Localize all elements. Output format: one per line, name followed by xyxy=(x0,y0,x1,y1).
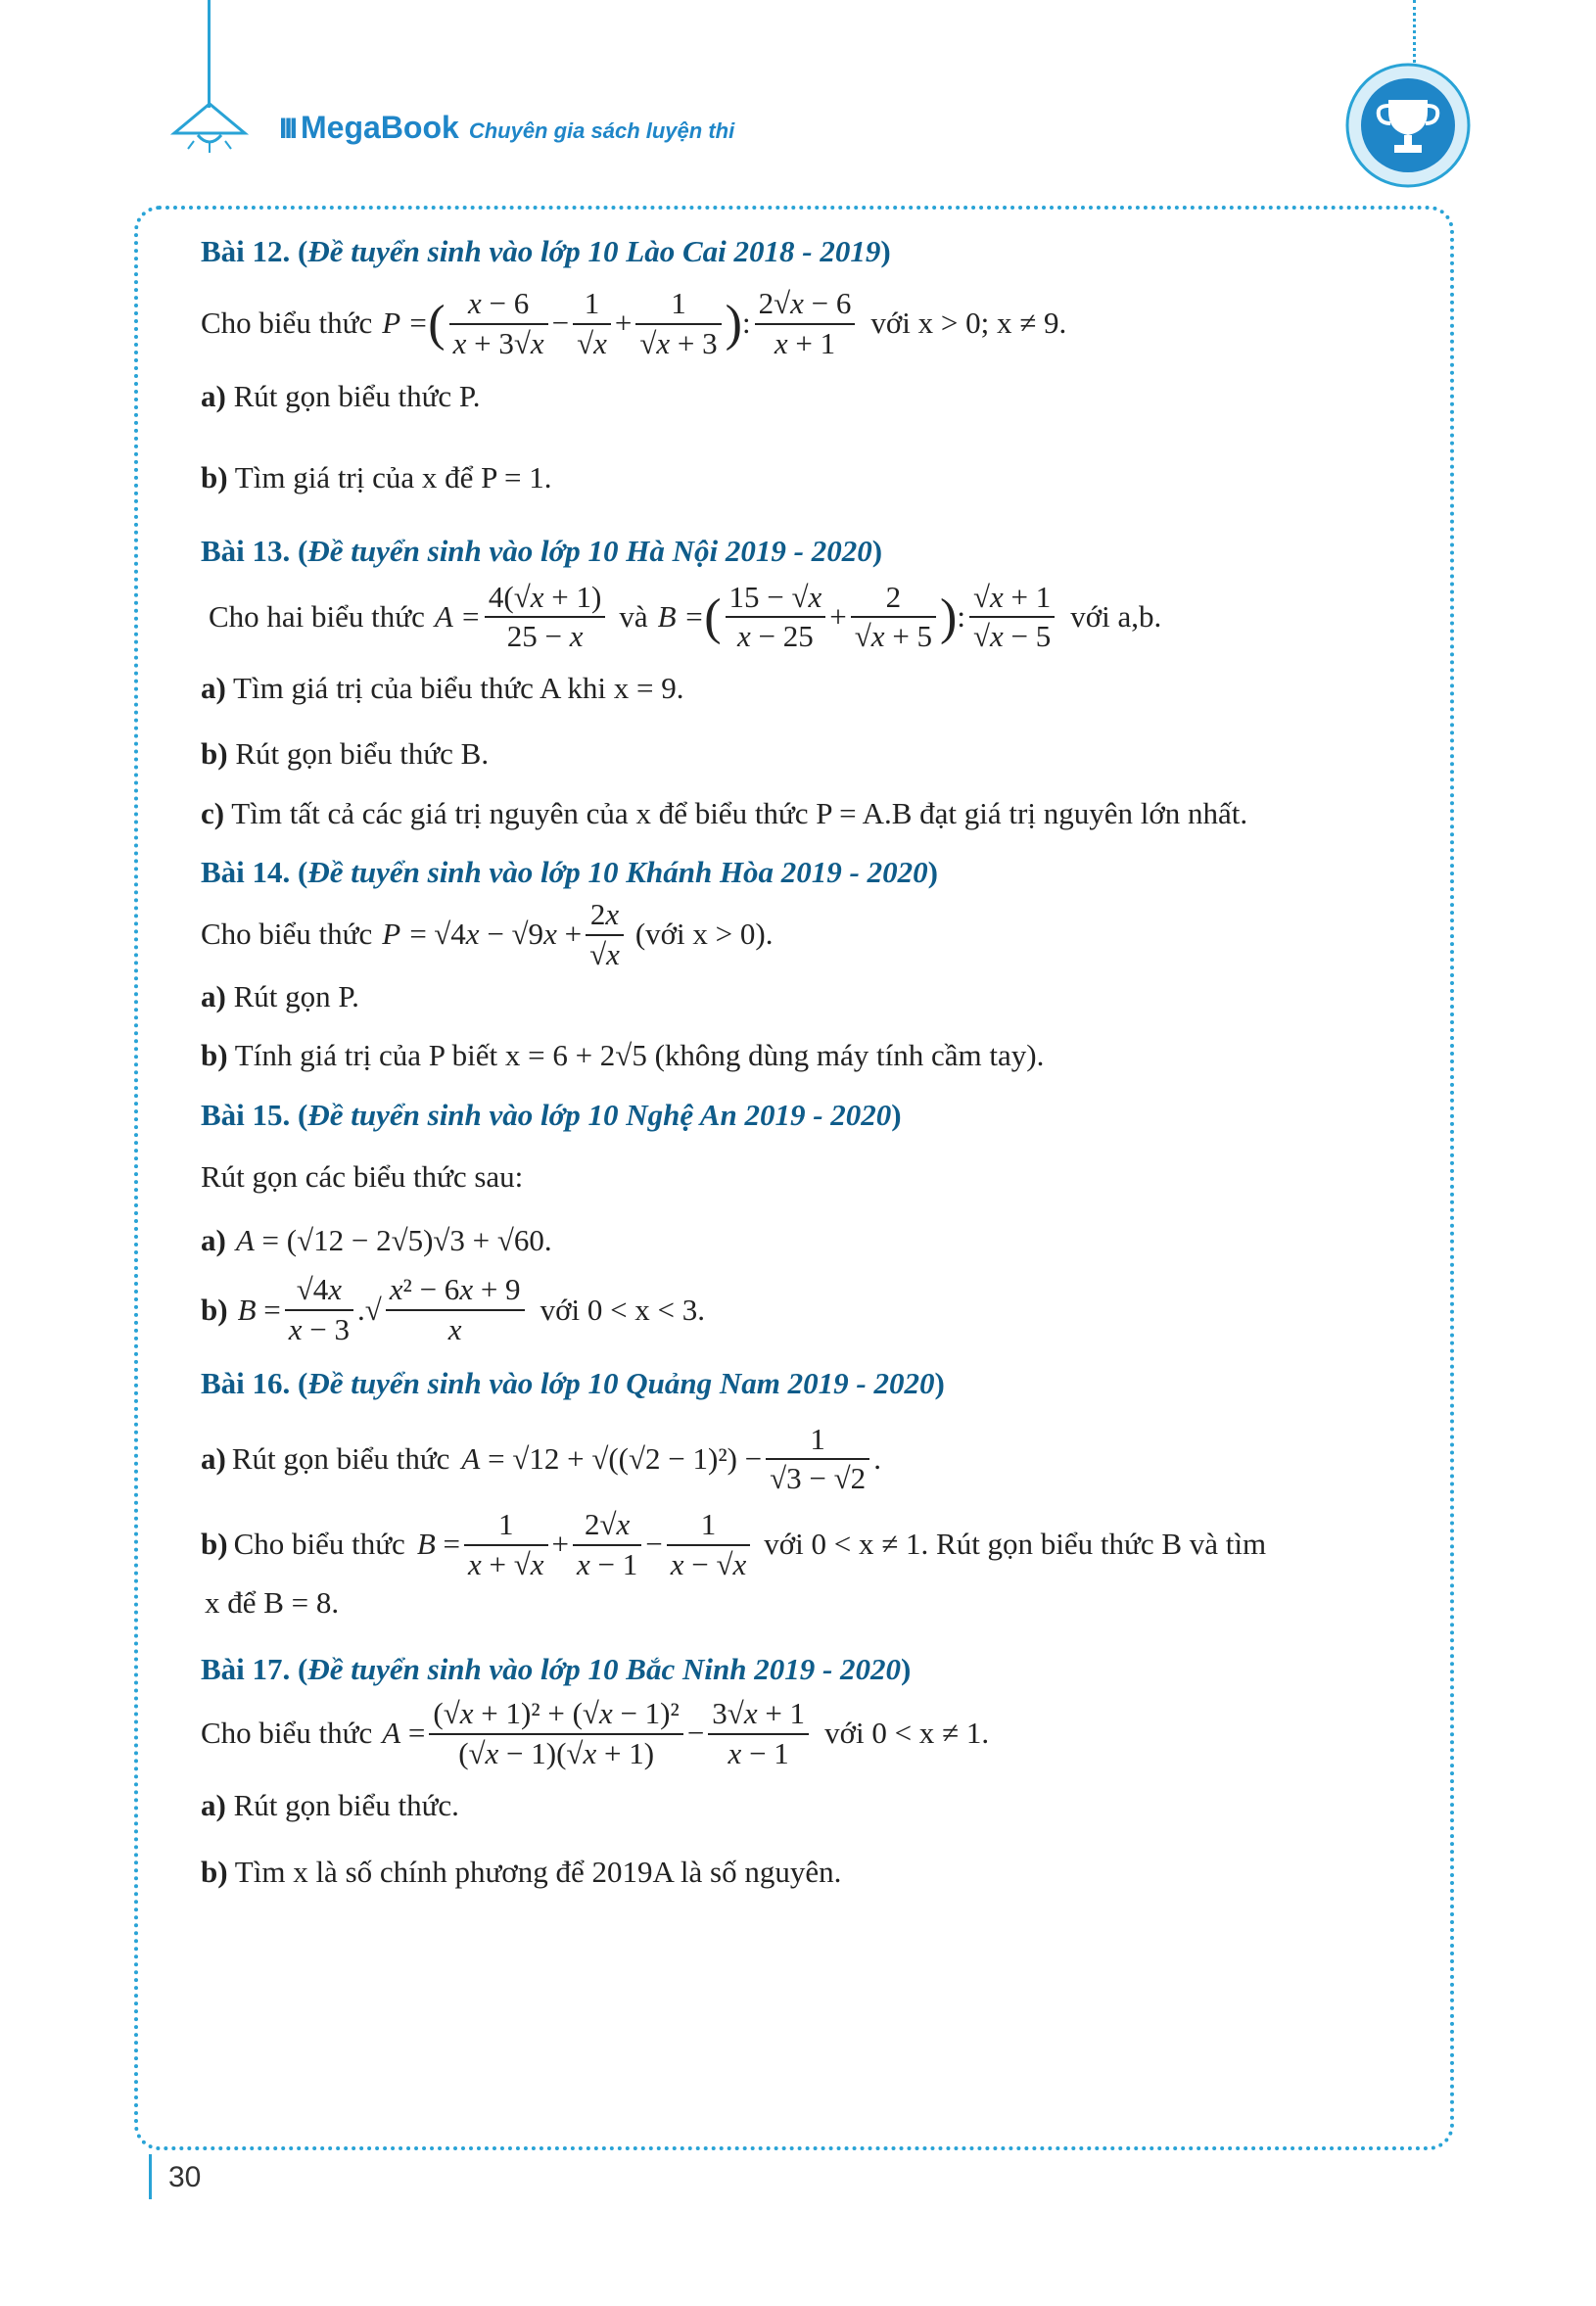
condition-text: với a,b. xyxy=(1070,598,1162,634)
part-text: Rút gọn biểu thức B. xyxy=(235,735,490,771)
problem-13-heading: Bài 13. (Đề tuyển sinh vào lớp 10 Hà Nội 2019 - 2020) xyxy=(201,533,883,568)
problem-17-part-a xyxy=(201,1787,1415,1825)
logo-mark: III xyxy=(279,113,296,145)
fraction: $\frac{4(√x + 1)}{25 - x}$ xyxy=(485,579,605,657)
problem-15-intro xyxy=(201,1158,1415,1197)
part-label: a) xyxy=(201,1440,226,1476)
problem-12-heading: Bài 12. (Đề tuyển sinh vào lớp 10 Lào Cai 2018 - 2019) xyxy=(201,234,891,268)
fraction: $\frac{1}{√x + 3}$ xyxy=(635,285,721,363)
fraction: $\frac{1}{√x}$ xyxy=(573,285,611,363)
problem-16-part-b-tail xyxy=(205,1584,1415,1623)
part-text: Tìm giá trị của x để P = 1. xyxy=(234,460,552,494)
problem-13-part-a xyxy=(201,670,1415,708)
part-text: Rút gọn biểu thức P. xyxy=(233,379,481,414)
lamp-cord xyxy=(208,0,211,108)
paren: ) xyxy=(725,296,742,352)
part-label: b) xyxy=(201,1038,228,1073)
brand-header xyxy=(279,110,734,146)
problem-label: Bài 17. xyxy=(201,1652,291,1687)
problem-17-part-b xyxy=(201,1854,1415,1892)
page-number-bar xyxy=(149,2154,152,2199)
problem-14-expression: Cho biểu thức P = √4x − √9x + $\frac{2x}{√x}$ (với x > 0). xyxy=(201,896,1415,974)
problem-14-part-a xyxy=(201,978,1415,1016)
problem-15-part-b: b) B = $\frac{√4x}{x - 3}$ .√ $\frac{\text{x² − 6x + 9}}{x}$ với 0 < x < 3. xyxy=(201,1271,1415,1349)
part-text: Tính giá trị của P biết x = 6 + 2√5 (không dùng máy tính cầm tay). xyxy=(234,1038,1045,1073)
part-label: a) xyxy=(201,978,226,1013)
problem-label: Bài 16. xyxy=(201,1365,291,1400)
fraction: $\frac{\text{x² − 6x + 9}}{x}$ xyxy=(386,1271,525,1349)
part-text: Tìm tất cả các giá trị nguyên của x để biểu thức P = A.B đạt giá trị nguyên lớn nhất. xyxy=(231,795,1248,830)
problem-13-expression: Cho hai biểu thức A = $\frac{4(√x + 1)}{25 - x}$ và B = ( $\frac{15 - √x}{x - 25}$ + $\frac{2}{√x + 5}$ ) : $\frac{√x + 1}{√x - 5}$ với a,b. xyxy=(209,579,1415,657)
problem-source: Đề tuyển sinh vào lớp 10 Quảng Nam 2019 - 2020 xyxy=(307,1365,935,1400)
part-label: a) xyxy=(201,1787,226,1822)
problem-16-part-b: b) Cho biểu thức B = $\frac{1}{x + √x}$ + $\frac{2√x}{x - 1}$ − $\frac{1}{x - √x}$ với 0 < x ≠ 1. Rút gọn biểu thức B và tìm xyxy=(201,1506,1415,1584)
fraction: $\frac{2}{√x + 5}$ xyxy=(851,579,936,657)
fraction: $\frac{3√x + 1}{x - 1}$ xyxy=(708,1695,809,1773)
part-label: a) xyxy=(201,379,226,414)
problem-17-heading: Bài 17. (Đề tuyển sinh vào lớp 10 Bắc Ninh 2019 - 2020) xyxy=(201,1652,912,1687)
fraction: $\frac{2√x - 6}{x + 1}$ xyxy=(755,285,856,363)
part-label: b) xyxy=(201,460,228,494)
page-number: 30 xyxy=(168,2161,202,2193)
part-text: Rút gọn P. xyxy=(233,978,359,1013)
problem-17-expression: Cho biểu thức A = $\frac{\text{(√x + 1)² + (√x − 1)²}}{(√x - 1)(√x + 1)}$ − $\frac{3√x + 1}{x - 1}$ với 0 < x ≠ 1. xyxy=(201,1695,1415,1773)
problem-label: Bài 14. xyxy=(201,855,291,890)
problem-14-part-b xyxy=(201,1037,1415,1075)
tagline: Chuyên gia sách luyện thi xyxy=(468,118,735,143)
fraction: $\frac{1}{x + √x}$ xyxy=(464,1506,548,1584)
part-text: Tìm giá trị của biểu thức A khi x = 9. xyxy=(233,671,684,705)
problem-16-heading: Bài 16. (Đề tuyển sinh vào lớp 10 Quảng Nam 2019 - 2020) xyxy=(201,1365,945,1400)
fraction: $\frac{√x + 1}{√x - 5}$ xyxy=(969,579,1055,657)
fraction: $\frac{\text{(√x + 1)² + (√x − 1)²}}{(√x - 1)(√x + 1)}$ xyxy=(429,1695,682,1773)
part-label: b) xyxy=(201,735,228,771)
problem-15-heading: Bài 15. (Đề tuyển sinh vào lớp 10 Nghệ An 2019 - 2020) xyxy=(201,1098,902,1132)
condition-text: (với x > 0). xyxy=(634,917,774,952)
part-text: Cho biểu thức xyxy=(233,1527,405,1562)
problem-source: Đề tuyển sinh vào lớp 10 Bắc Ninh 2019 - 2020 xyxy=(307,1652,902,1687)
problem-label: Bài 13. xyxy=(201,533,291,568)
intro-text: Cho biểu thức xyxy=(201,1716,373,1751)
part-label: b) xyxy=(201,1292,228,1327)
problem-label: Bài 15. xyxy=(201,1098,291,1132)
problem-14-heading: Bài 14. (Đề tuyển sinh vào lớp 10 Khánh Hòa 2019 - 2020) xyxy=(201,855,938,890)
intro-text: Cho hai biểu thức xyxy=(209,598,425,634)
and-text: và xyxy=(619,598,648,634)
paren: ( xyxy=(428,296,446,352)
fraction: $\frac{x - 6}{x + 3√x}$ xyxy=(449,285,548,363)
condition-text: với 0 < x ≠ 1. xyxy=(824,1716,990,1751)
intro-text: Cho biểu thức xyxy=(201,917,373,952)
part-label: a) xyxy=(201,671,226,705)
condition-text: với x > 0; x ≠ 9. xyxy=(870,306,1067,341)
problem-list xyxy=(201,233,1415,1892)
problem-13-part-b xyxy=(201,735,1415,774)
problem-12-part-b xyxy=(201,459,1415,497)
part-text: Tìm x là số chính phương để 2019A là số nguyên. xyxy=(234,1855,842,1890)
fraction: $\frac{√4x}{x - 3}$ xyxy=(285,1271,353,1349)
condition-text: với 0 < x < 3. xyxy=(540,1292,706,1327)
math-p: P = xyxy=(382,306,429,341)
problem-15-part-a: a) A = (√12 − 2√5)√3 + √60. xyxy=(201,1222,1415,1260)
problem-16-part-a: a) Rút gọn biểu thức A = √12 + √((√2 − 1)²) − $\frac{1}{√3 - √2}$ . xyxy=(201,1421,1415,1499)
intro-text: Rút gọn các biểu thức sau: xyxy=(201,1158,524,1194)
problem-12-part-a xyxy=(201,378,1415,416)
fraction: $\frac{1}{x - √x}$ xyxy=(667,1506,751,1584)
part-label: a) xyxy=(201,1222,226,1257)
problem-source: Đề tuyển sinh vào lớp 10 Lào Cai 2018 - 2019 xyxy=(307,234,881,268)
trophy-string xyxy=(1413,0,1416,63)
problem-label: Bài 12. xyxy=(201,234,291,268)
condition-text: với 0 < x ≠ 1. Rút gọn biểu thức B và tìm xyxy=(764,1527,1267,1562)
problem-12-expression: Cho biểu thức P = ( $\frac{x - 6}{x + 3√x}$ − $\frac{1}{√x}$ + $\frac{1}{√x + 3}$ ) : $\frac{2√x - 6}{x + 1}$ với x > 0; x ≠ 9. xyxy=(201,285,1415,363)
logo-text: MegaBook xyxy=(301,110,459,145)
intro-text: Cho biểu thức xyxy=(201,306,373,341)
fraction: $\frac{15 - √x}{x - 25}$ xyxy=(726,579,826,657)
part-text: Rút gọn biểu thức xyxy=(231,1440,450,1476)
trophy-icon xyxy=(1343,61,1473,190)
part-text: Rút gọn biểu thức. xyxy=(233,1787,459,1822)
fraction: $\frac{2x}{√x}$ xyxy=(586,896,624,974)
fraction: $\frac{2√x}{x - 1}$ xyxy=(573,1506,641,1584)
problem-source: Đề tuyển sinh vào lớp 10 Khánh Hòa 2019 - 2020 xyxy=(307,855,928,890)
part-label: b) xyxy=(201,1527,228,1562)
part-text: x để B = 8. xyxy=(205,1584,340,1620)
part-label: c) xyxy=(201,795,225,830)
fraction: $\frac{1}{√3 - √2}$ xyxy=(766,1421,869,1499)
problem-source: Đề tuyển sinh vào lớp 10 Nghệ An 2019 - 2020 xyxy=(307,1098,892,1132)
problem-source: Đề tuyển sinh vào lớp 10 Hà Nội 2019 - 2020 xyxy=(307,533,872,568)
part-label: b) xyxy=(201,1855,228,1890)
problem-13-part-c xyxy=(201,795,1415,833)
lamp-icon xyxy=(164,100,255,159)
